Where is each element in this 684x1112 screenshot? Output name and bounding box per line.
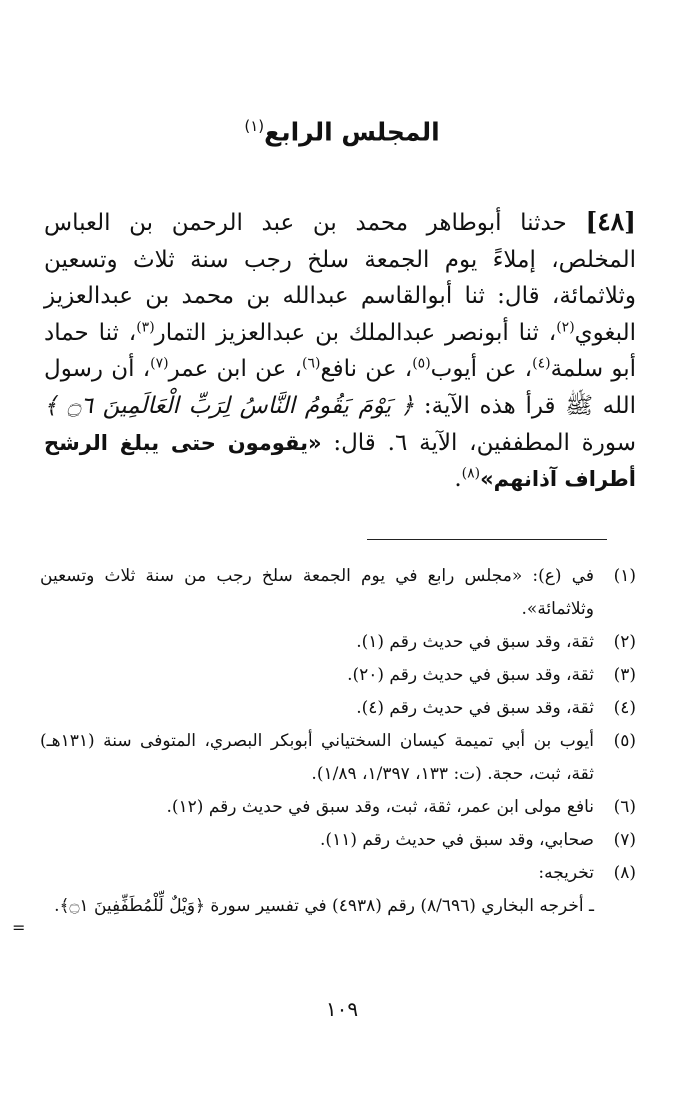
footnote-item [40,626,636,659]
footnote-ref: (٣) [136,319,155,336]
page-number: ١٠٩ [325,997,359,1021]
footnote-ref: (٥) [412,355,431,372]
footnote-text: صحابي، وقد سبق في حديث رقم (١١). [320,830,594,850]
footnote-number: (٦) [613,797,636,817]
footnote-number: (٥) [613,731,636,751]
footnote-text: ـ أخرجه البخاري (٨/٦٩٦) رقم (٤٩٣٨) في تفسير سورة ﴿وَيْلٌ لِّلْمُطَفِّفِينَ ۝١﴾. [54,896,594,916]
hadith-text-end: . [454,466,462,493]
quran-verse: ﴿ يَوْمَ يَقُومُ النَّاسُ لِرَبِّ الْعَالَمِينَ ۝٦ ﴾ [44,392,415,419]
footnote-text: أيوب بن أبي تميمة كيسان السختياني أبوبكر البصري، المتوفى سنة (١٣١هـ) ثقة، ثبت، حجة. (ت: ١٣٣، ١/٣٩٧، ١/٨٩). [40,731,594,784]
footnote-number: (٣) [613,665,636,685]
footnote-item [40,890,636,923]
hadith-text-part: ، عن أيوب [430,356,533,383]
hadith-body [44,204,636,498]
footnote-text: ثقة، وقد سبق في حديث رقم (٢٠). [347,665,594,685]
footnote-ref: (٤) [532,355,551,372]
footnote-number: (٨) [613,863,636,883]
footnote-item [40,824,636,857]
hadith-text-part: ، أن رسول الله ﷺ قرأ هذه الآية: [44,356,636,419]
footnote-text: ثقة، وقد سبق في حديث رقم (٤). [356,698,594,718]
footnote-ref: (٦) [301,355,321,372]
footnotes-section [40,560,636,923]
footnote-ref: (٧) [150,355,169,372]
hadith-text-part: ، عن ابن عمر [168,356,302,383]
title-footnote-ref: (١) [244,117,265,135]
footnote-heading: تخريجه: [538,863,594,883]
footnote-item [40,791,636,824]
hadith-text-part: ، عن نافع [320,356,413,383]
footnote-separator [367,539,607,540]
footnote-item [40,560,636,626]
footnote-ref: (٨) [461,465,481,482]
footnote-number: (٤) [613,698,636,718]
footnote-number: (٧) [613,830,636,850]
footnote-ref: (٢) [556,319,575,336]
footnote-item [40,659,636,692]
footnote-number: (٢) [613,632,636,652]
footnote-number: (١) [613,566,636,586]
title-text: المجلس الرابع [264,117,440,147]
footnote-text: نافع مولى ابن عمر، ثقة، ثبت، وقد سبق في حديث رقم (١٢). [166,797,594,817]
hadith-text-part: ، ثنا أبونصر عبدالملك بن عبدالعزيز التمار [154,319,557,346]
prophetic-quote: «يقومون حتى يبلغ الرشح أطراف آذانهم» [44,430,636,492]
hadith-text-part: حدثنا أبوطاهر محمد بن عبد الرحمن بن العباس المخلص، إملاءً يوم الجمعة سلخ رجب سنة ثلاث وتسعين وثلاثمائة، قال: ثنا أبوالقاسم عبدالله بن محمد بن عبدالعزيز البغوي [44,210,636,346]
hadith-text-part: ، ثنا حماد أبو سلمة [44,319,636,383]
footnote-text: في (ع): «مجلس رابع في يوم الجمعة سلخ رجب من سنة ثلاث وتسعين وثلاثمائة». [40,566,594,619]
footnote-item [40,857,636,890]
hadith-text-part: سورة المطففين، الآية ٦. قال: [321,429,636,456]
hadith-number: [٤٨] [585,207,636,236]
footnote-item [40,725,636,791]
footnote-item [40,692,636,725]
page-title [0,108,684,150]
footnote-text: ثقة، وقد سبق في حديث رقم (١). [356,632,594,652]
continuation-mark: = [12,918,26,937]
